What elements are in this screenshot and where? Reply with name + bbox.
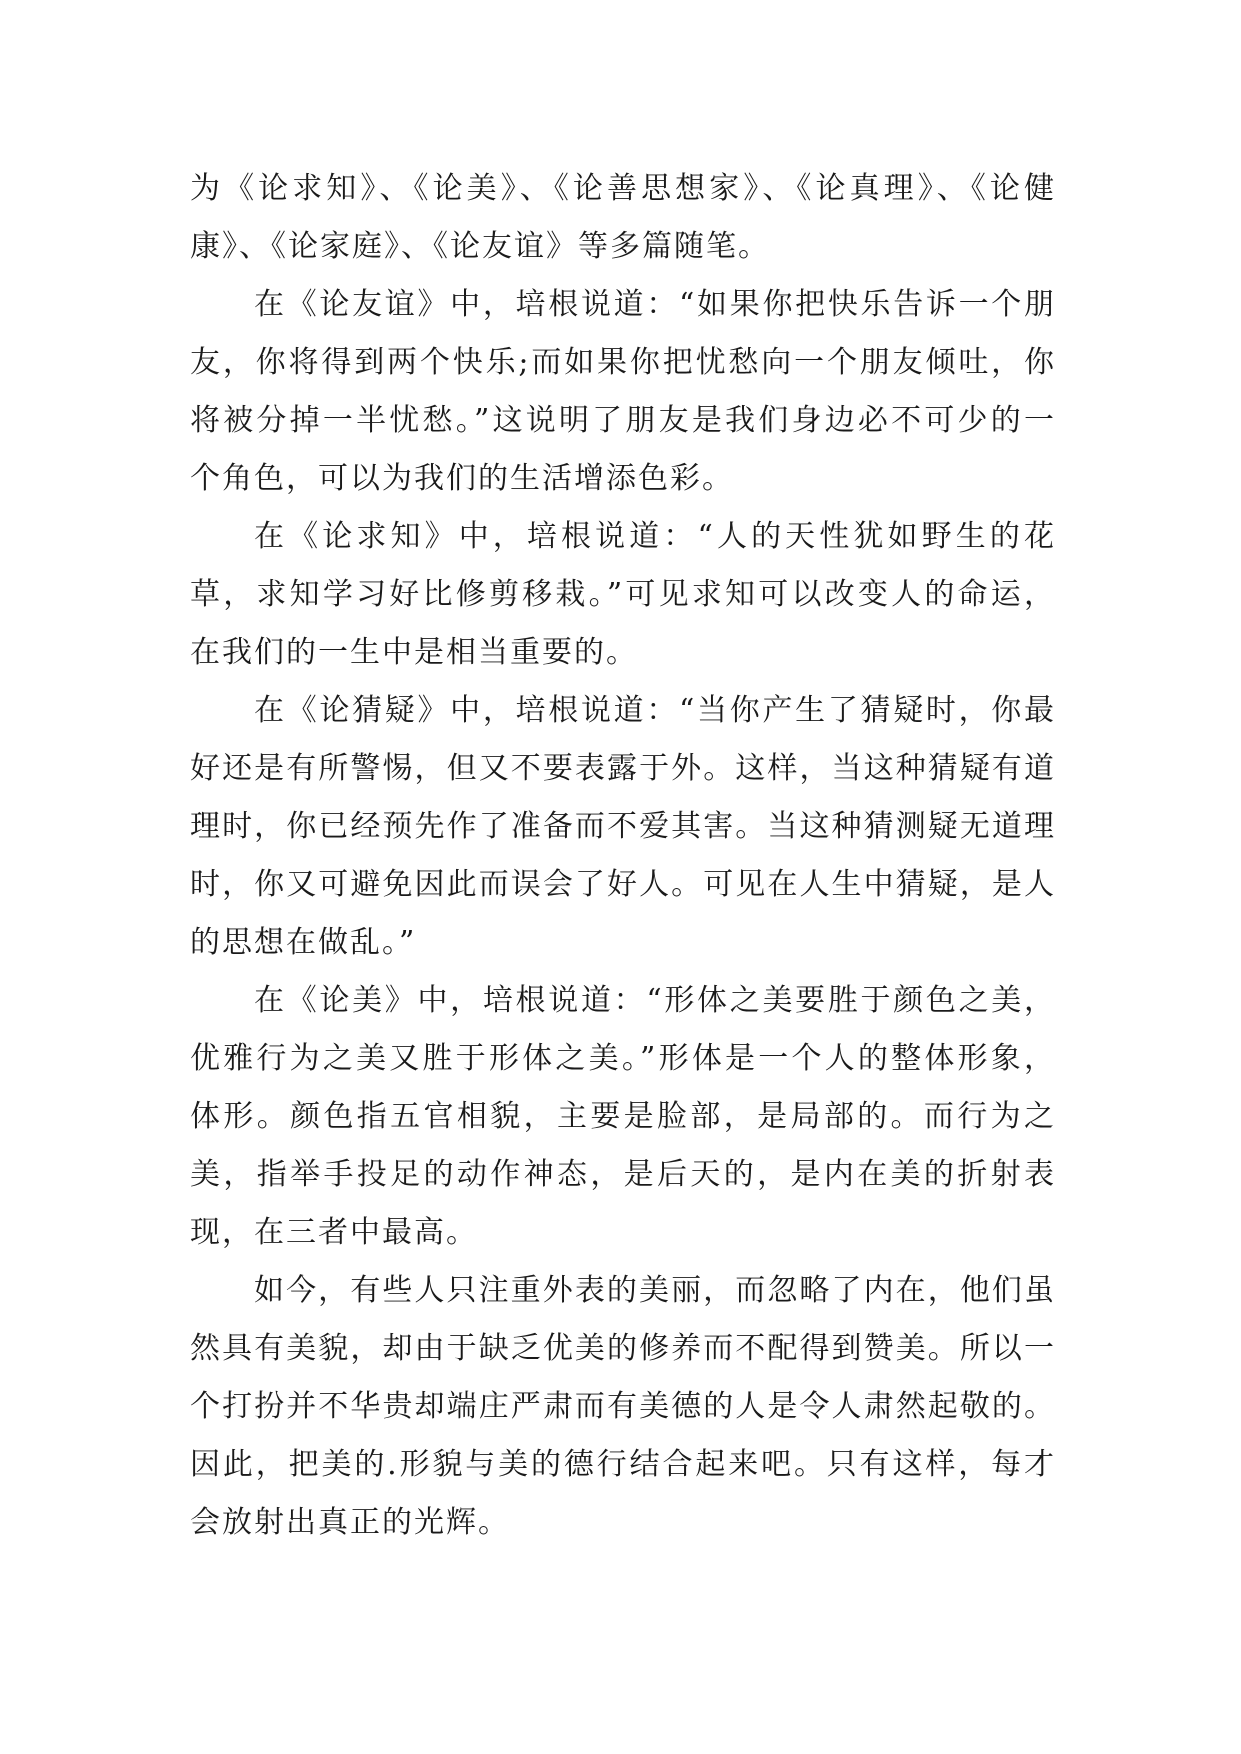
paragraph-on-suspicion: 在《论猜疑》中，培根说道：“当你产生了猜疑时，你最好还是有所警惕，但又不要表露于外。这样，当这种猜疑有道理时，你已经预先作了准备而不爱其害。当这种猜测疑无道理时，你又可避免因此而误会了好人。可见在人生中猜疑，是人的思想在做乱。” [190,693,1056,960]
paragraph-on-friendship: 在《论友谊》中，培根说道：“如果你把快乐告诉一个朋友，你将得到两个快乐;而如果你把忧愁向一个朋友倾吐，你将被分掉一半忧愁。”这说明了朋友是我们身边必不可少的一个角色，可以为我们的生活增添色彩。 [190,287,1056,496]
body-text [190,160,1056,1552]
paragraph-conclusion: 如今，有些人只注重外表的美丽，而忽略了内在，他们虽然具有美貌，却由于缺乏优美的修养而不配得到赞美。所以一个打扮并不华贵却端庄严肃而有美德的人是令人肃然起敬的。因此，把美的.形貌与美的德行结合起来吧。只有这样，每才会放射出真正的光辉。 [190,1273,1056,1540]
paragraph-essay-list: 为《论求知》、《论美》、《论善思想家》、《论真理》、《论健康》、《论家庭》、《论友谊》等多篇随笔。 [190,171,1056,264]
paragraph-on-beauty: 在《论美》中，培根说道：“形体之美要胜于颜色之美，优雅行为之美又胜于形体之美。”形体是一个人的整体形象，体形。颜色指五官相貌，主要是脸部，是局部的。而行为之美，指举手投足的动作神态，是后天的，是内在美的折射表现，在三者中最高。 [190,983,1056,1250]
paragraph-on-studies: 在《论求知》中，培根说道：“人的天性犹如野生的花草，求知学习好比修剪移栽。”可见求知可以改变人的命运，在我们的一生中是相当重要的。 [190,519,1056,670]
